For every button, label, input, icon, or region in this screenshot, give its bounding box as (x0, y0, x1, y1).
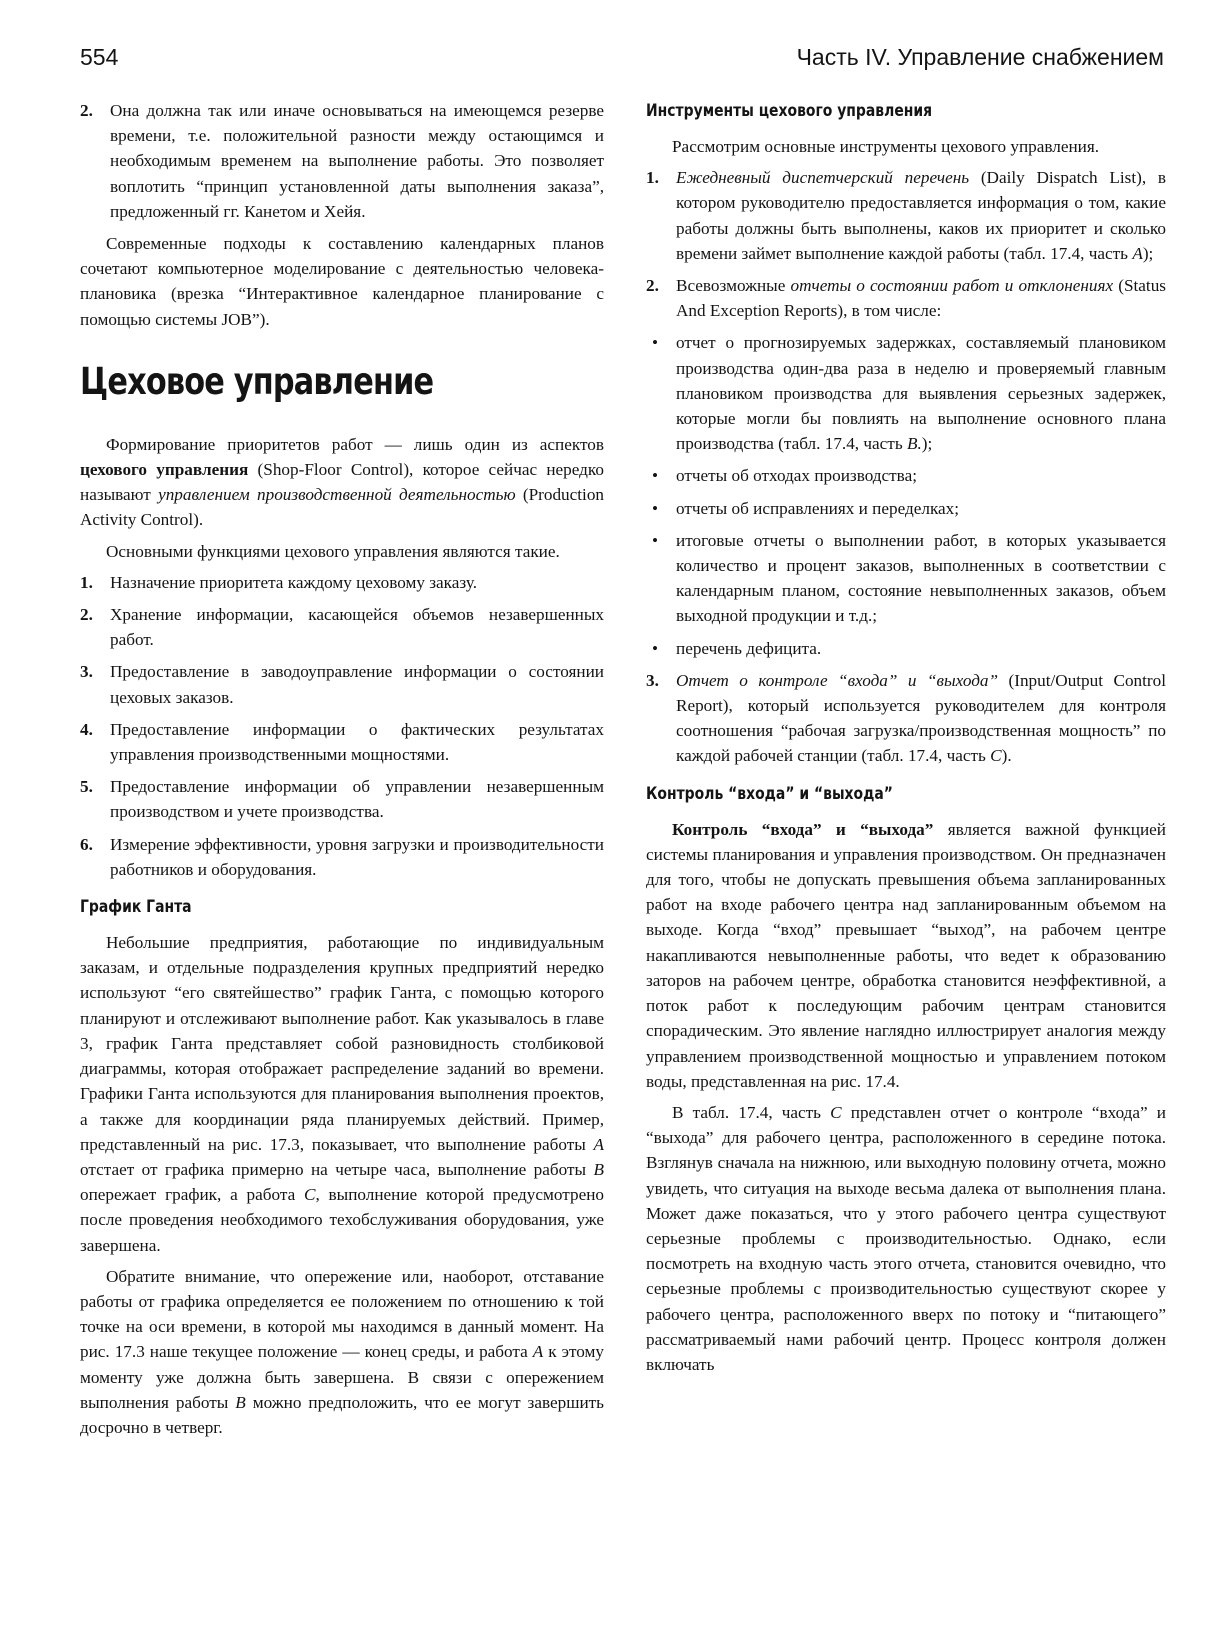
intro-paragraph: Формирование приоритетов работ — лишь один из аспектов цехового управления (Shop-Floor Control), которое сейчас нередко называют управлением производственной деятельностью (Production Activity Control). (80, 434, 605, 530)
list-item: 2. Хранение информации, касающейся объемов незавершенных работ. (80, 605, 604, 650)
list-item: 1. Ежедневный диспетчерский перечень (Daily Dispatch List), в котором руководителю предоставляется информация о том, какие работы должны быть выполнены, каков их приоритет и сколько времени займет выполнение каждой работы (табл. 17.4, часть A); (646, 168, 1166, 263)
right-column (646, 98, 1166, 1383)
paragraph: Современные подходы к составлению календарных планов сочетают компьютерное моделирование с деятельностью человека-плановика (врезка “Интерактивное календарное планирование с помощью системы JOB”). (80, 234, 604, 329)
io-paragraph-1: Контроль “входа” и “выхода” является важной функцией системы планирования и управления производством. Он предназначен для того, чтобы не допускать превышения объема запланированных работ на входе рабочего центра над запланированным объемом на выходе. Когда “вход” превышает “выход”, на рабочем центре накапливаются невыполненные работы, что ведет к образованию заторов на рабочем центре, обработка становится неэффективной, а поток работ к последующим рабочим центрам становится спорадическим. Это явление наглядно иллюстрирует аналогия между управлением производственной мощностью и управлением потоком воды, представленная на рис. 17.4. (646, 819, 1166, 1091)
list-item: 2. Всевозможные отчеты о состоянии работ и отклонениях (Status And Exception Reports), в том числе: (646, 276, 1166, 321)
tools-list (646, 165, 1166, 323)
functions-lead: Основными функциями цехового управления являются такие. (106, 541, 560, 561)
list-text: Она должна так или иначе основываться на имеющемся резерве времени, т.е. положительной разности между остающимся и необходимым временем на выполнение работы. Это позволяет воплотить “принцип установленной даты выполнения заказа”, предложенный гг. Канетом и Хейя. (110, 101, 604, 221)
bullet-item: • отчеты об исправлениях и переделках; (646, 496, 1166, 521)
running-head: Часть IV. Управление снабжением (796, 44, 1164, 70)
bullet-icon: • (652, 466, 659, 486)
list-number: 2. (80, 101, 93, 120)
functions-list (80, 570, 604, 882)
list-item (80, 98, 604, 224)
bullet-icon: • (652, 333, 659, 353)
bullet-item: • отчет о прогнозируемых задержках, составляемый плановиком производства один-два раза в неделю и проверяемый главным плановиком производства для выявления серьезных задержек, которые могли бы повлиять на выполнение основного плана производства (табл. 17.4, часть B.); (646, 330, 1166, 456)
bullet-icon: • (652, 530, 659, 550)
subsection-heading-gantt: График Ганта (80, 897, 192, 918)
bullet-item: • отчеты об отходах производства; (646, 463, 1166, 488)
bullet-item: • перечень дефицита. (646, 636, 1166, 661)
list-item: 1. Назначение приоритета каждому цеховому заказу. (80, 572, 477, 592)
gantt-paragraph-1: Небольшие предприятия, работающие по индивидуальным заказам, и отдельные подразделения крупных предприятий нередко используют “его святейшество” график Ганта, с помощью которого планируют и отслеживают выполнение работ. Как указывалось в главе 3, график Ганта представляет собой разновидность столбиковой диаграммы, которая отображает распределение заданий во времени. Графики Ганта используются для планирования выполнения проектов, а также для координации ряда планируемых действий. Пример, представленный на рис. 17.3, показывает, что выполнение работы A отстает от графика примерно на четыре часа, выполнение работы B опережает график, а работа C, выполнение которой предусмотрено после проведения необходимого техобслуживания оборудования, уже завершена. (80, 933, 604, 1255)
reports-bullet-list (646, 330, 1166, 660)
list-item: 3. Отчет о контроле “входа” и “выхода” (Input/Output Control Report), который используется руководителем для контроля соотношения “рабочая загрузка/производственная мощность” по каждой рабочей станции (табл. 17.4, часть C). (646, 670, 1166, 766)
page-number: 554 (80, 44, 119, 70)
list-item: 6. Измерение эффективности, уровня загрузки и производительности работников и оборудования. (80, 834, 604, 879)
list-item: 4. Предоставление информации о фактических результатах управления производственными мощностями. (80, 719, 604, 765)
list-item: 3. Предоставление в заводоуправление информации о состоянии цеховых заказов. (80, 662, 604, 707)
subsection-heading-tools: Инструменты цехового управления (646, 101, 933, 121)
bullet-icon: • (652, 498, 659, 518)
tools-list-continued (646, 668, 1166, 769)
subsection-heading-io: Контроль “входа” и “выхода” (646, 783, 893, 804)
continued-list (80, 98, 604, 224)
left-column (80, 98, 604, 1446)
bullet-icon: • (652, 638, 659, 658)
io-paragraph-2: В табл. 17.4, часть C представлен отчет о контроле “входа” и “выхода” для рабочего центра, расположенного в середине потока. Взглянув сначала на нижнюю, или выходную половину отчета, можно увидеть, что ситуация на выходе весьма далека от выполнения плана. Может даже показаться, что у этого рабочего центра существуют серьезные проблемы с производительностью. Однако, если посмотреть на входную часть этого отчета, становится очевидно, что серьезные проблемы с производительностью существуют скорее у рабочего центра, расположенного вверх по потоку и “питающего” рассматриваемый нами рабочий центр. Процесс контроля должен включать (646, 1102, 1166, 1374)
bullet-item: • итоговые отчеты о выполнении работ, в которых указывается количество и процент заказов, выполненных в соответствии с календарным планом, состояние невыполненных заказов, объем выходной продукции и т.д.; (646, 528, 1166, 629)
section-title: Цеховое управление (80, 359, 434, 403)
list-item: 5. Предоставление информации об управлении незавершенным производством и учете производства. (80, 777, 604, 822)
tools-lead: Рассмотрим основные инструменты цехового управления. (672, 137, 1100, 156)
gantt-paragraph-2: Обратите внимание, что опережение или, наоборот, отставание работы от графика определяется ее положением по отношению к той точке на оси времени, в которой мы находимся в данный момент. На рис. 17.3 наше текущее положение — конец среды, и работа A к этому моменту уже должна быть завершена. В связи с опережением выполнения работы B можно предположить, что ее могут завершить досрочно в четверг. (80, 1266, 605, 1437)
